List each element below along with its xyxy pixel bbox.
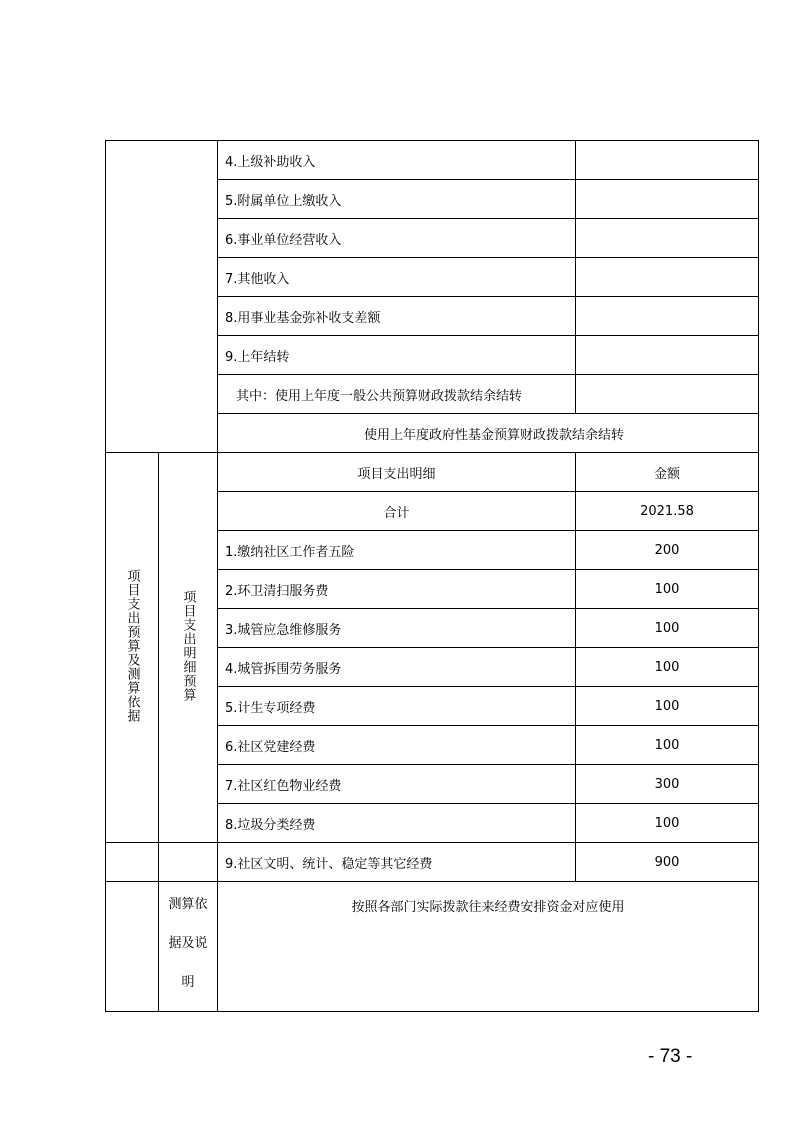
table-row (106, 453, 759, 492)
detail-amount: 100 (576, 726, 759, 765)
detail-amount: 200 (576, 531, 759, 570)
income-item: 5.附属单位上缴收入 (218, 180, 576, 219)
income-item: 7.其他收入 (218, 258, 576, 297)
income-item: 4.上级补助收入 (218, 141, 576, 180)
detail-amount: 900 (576, 843, 759, 882)
detail-name: 4.城管拆围劳务服务 (218, 648, 576, 687)
detail-amount: 300 (576, 765, 759, 804)
total-label: 合计 (218, 492, 576, 531)
blank-cell (106, 141, 218, 453)
detail-name: 5.计生专项经费 (218, 687, 576, 726)
detail-amount: 100 (576, 648, 759, 687)
detail-name: 6.社区党建经费 (218, 726, 576, 765)
income-amount (576, 141, 759, 180)
income-item: 6.事业单位经营收入 (218, 219, 576, 258)
total-amount: 2021.58 (576, 492, 759, 531)
detail-name: 2.环卫清扫服务费 (218, 570, 576, 609)
income-amount (576, 375, 759, 414)
detail-name: 1.缴纳社区工作者五险 (218, 531, 576, 570)
basis-text: 按照各部门实际拨款往来经费安排资金对应使用 (218, 882, 759, 1012)
detail-amount: 100 (576, 609, 759, 648)
basis-label (159, 882, 218, 1012)
income-amount (576, 219, 759, 258)
header-item: 项目支出明细 (218, 453, 576, 492)
income-amount (576, 297, 759, 336)
income-item: 9.上年结转 (218, 336, 576, 375)
budget-table (105, 140, 759, 1012)
carryover-fund: 使用上年度政府性基金预算财政拨款结余结转 (218, 414, 759, 453)
income-amount (576, 258, 759, 297)
income-amount (576, 336, 759, 375)
blank-cell (159, 843, 218, 882)
section-label-cell (106, 453, 159, 843)
detail-name: 3.城管应急维修服务 (218, 609, 576, 648)
blank-cell (106, 882, 159, 1012)
basis-label-line: 据及说 (168, 936, 208, 951)
detail-amount: 100 (576, 570, 759, 609)
table-row (106, 882, 759, 1012)
sub-label-cell (159, 453, 218, 843)
table-row (106, 843, 759, 882)
income-item: 8.用事业基金弥补收支差额 (218, 297, 576, 336)
detail-amount: 100 (576, 687, 759, 726)
detail-name: 7.社区红色物业经费 (218, 765, 576, 804)
blank-cell (106, 843, 159, 882)
sub-label: 项目支出明细预算 (180, 589, 196, 702)
detail-name: 8.垃圾分类经费 (218, 804, 576, 843)
table-row (106, 141, 759, 180)
section-label: 项目支出预算及测算依据 (124, 568, 140, 723)
header-amount: 金额 (576, 453, 759, 492)
basis-label-line: 测算依 (168, 897, 208, 912)
detail-name: 9.社区文明、统计、稳定等其它经费 (218, 843, 576, 882)
carryover-general: 其中：使用上年度一般公共预算财政拨款结余结转 (218, 375, 576, 414)
page-number: - 73 - (648, 1046, 693, 1067)
detail-amount: 100 (576, 804, 759, 843)
basis-label-line: 明 (181, 975, 195, 990)
income-amount (576, 180, 759, 219)
